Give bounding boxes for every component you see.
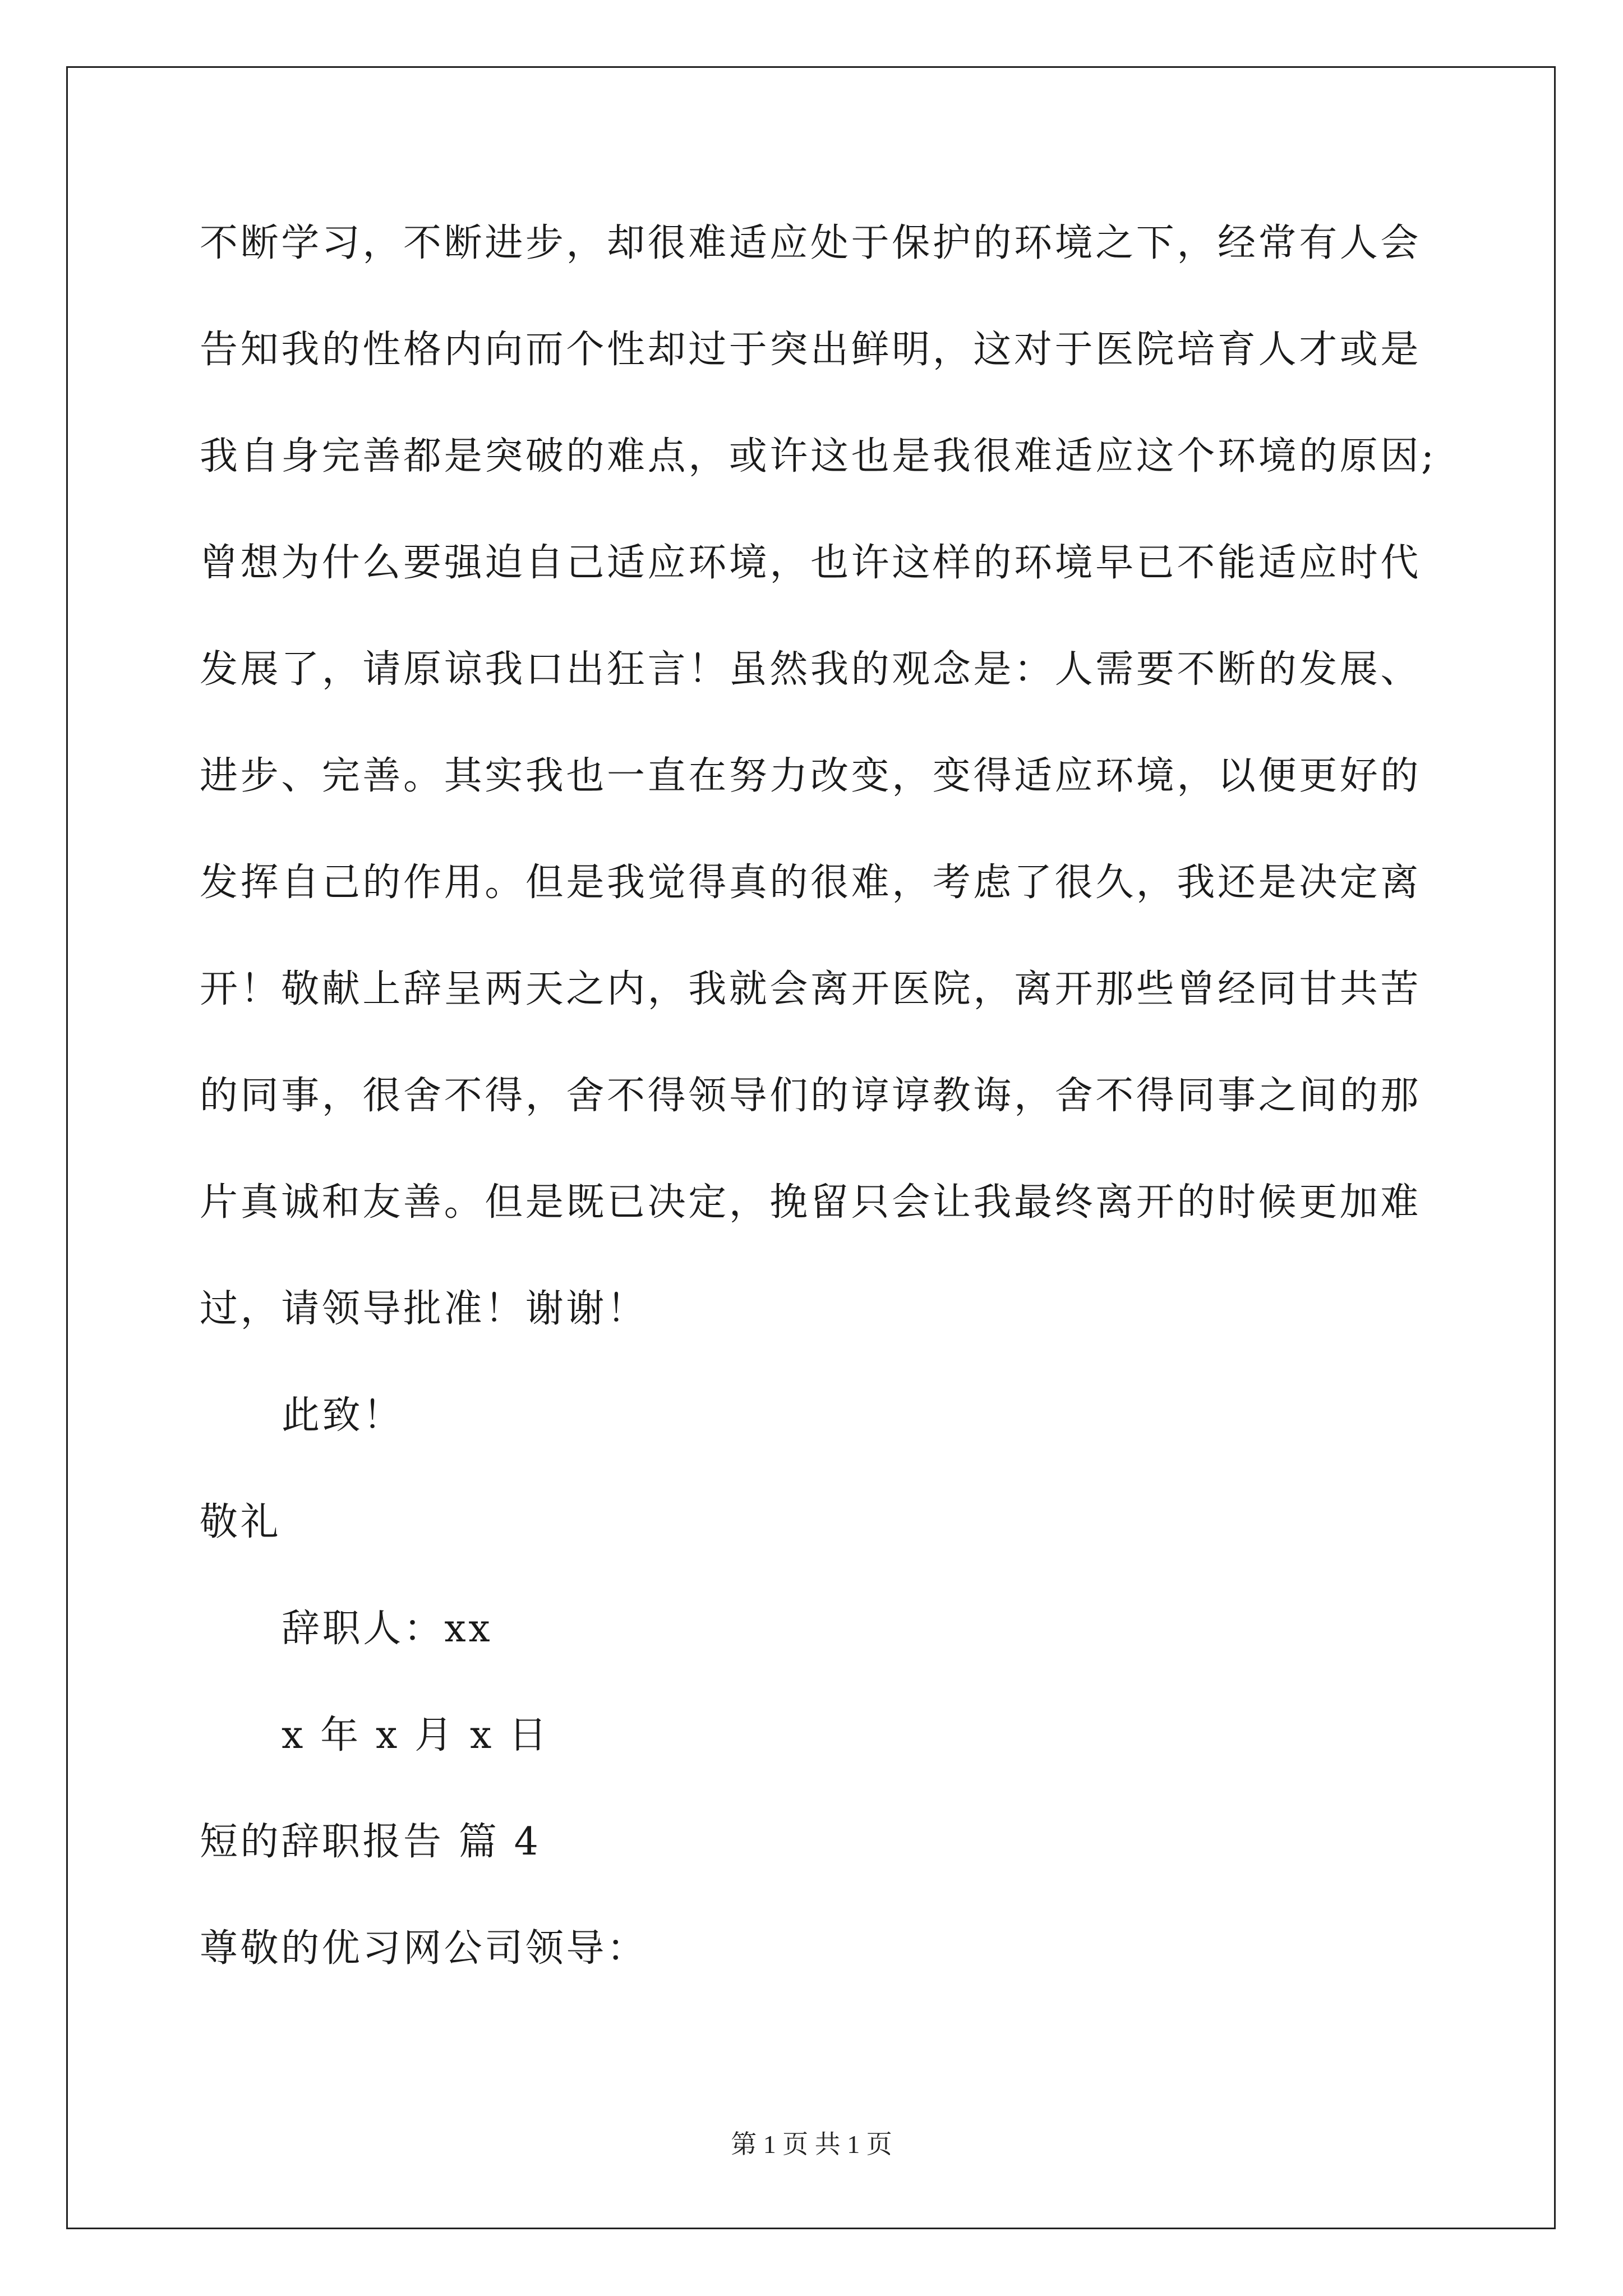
date-line: x 年 x 月 x 日 (282, 1713, 550, 1757)
body-line-11: 过，请领导批准！谢谢！ (200, 1287, 648, 1331)
page-footer: 第 1 页 共 1 页 (731, 2130, 892, 2159)
salutation: 尊敬的优习网公司领导： (200, 1926, 648, 1971)
closing-zhici: 此致！ (282, 1393, 404, 1438)
body-line-7: 发挥自己的作用。但是我觉得真的很难，考虑了很久，我还是决定离 (200, 861, 1422, 905)
section-heading: 短的辞职报告 篇 4 (200, 1820, 541, 1864)
body-line-6: 进步、完善。其实我也一直在努力改变，变得适应环境，以便更好的 (200, 754, 1422, 798)
body-line-5: 发展了，请原谅我口出狂言！虽然我的观念是：人需要不断的发展、 (200, 647, 1422, 692)
signer-line: 辞职人：xx (282, 1607, 493, 1651)
body-line-4: 曾想为什么要强迫自己适应环境，也许这样的环境早已不能适应时代 (200, 541, 1422, 585)
body-line-1: 不断学习，不断进步，却很难适应处于保护的环境之下，经常有人会 (200, 221, 1422, 265)
body-line-8: 开！敬献上辞呈两天之内，我就会离开医院，离开那些曾经同甘共苦 (200, 967, 1422, 1011)
body-line-9: 的同事，很舍不得，舍不得领导们的谆谆教诲，舍不得同事之间的那 (200, 1074, 1422, 1118)
closing-jingli: 敬礼 (200, 1500, 282, 1544)
body-line-2: 告知我的性格内向而个性却过于突出鲜明，这对于医院培育人才或是 (200, 328, 1422, 372)
page-border (66, 66, 1556, 2229)
body-line-10: 片真诚和友善。但是既已决定，挽留只会让我最终离开的时候更加难 (200, 1180, 1422, 1225)
body-line-3: 我自身完善都是突破的难点，或许这也是我很难适应这个环境的原因; (200, 434, 1437, 478)
